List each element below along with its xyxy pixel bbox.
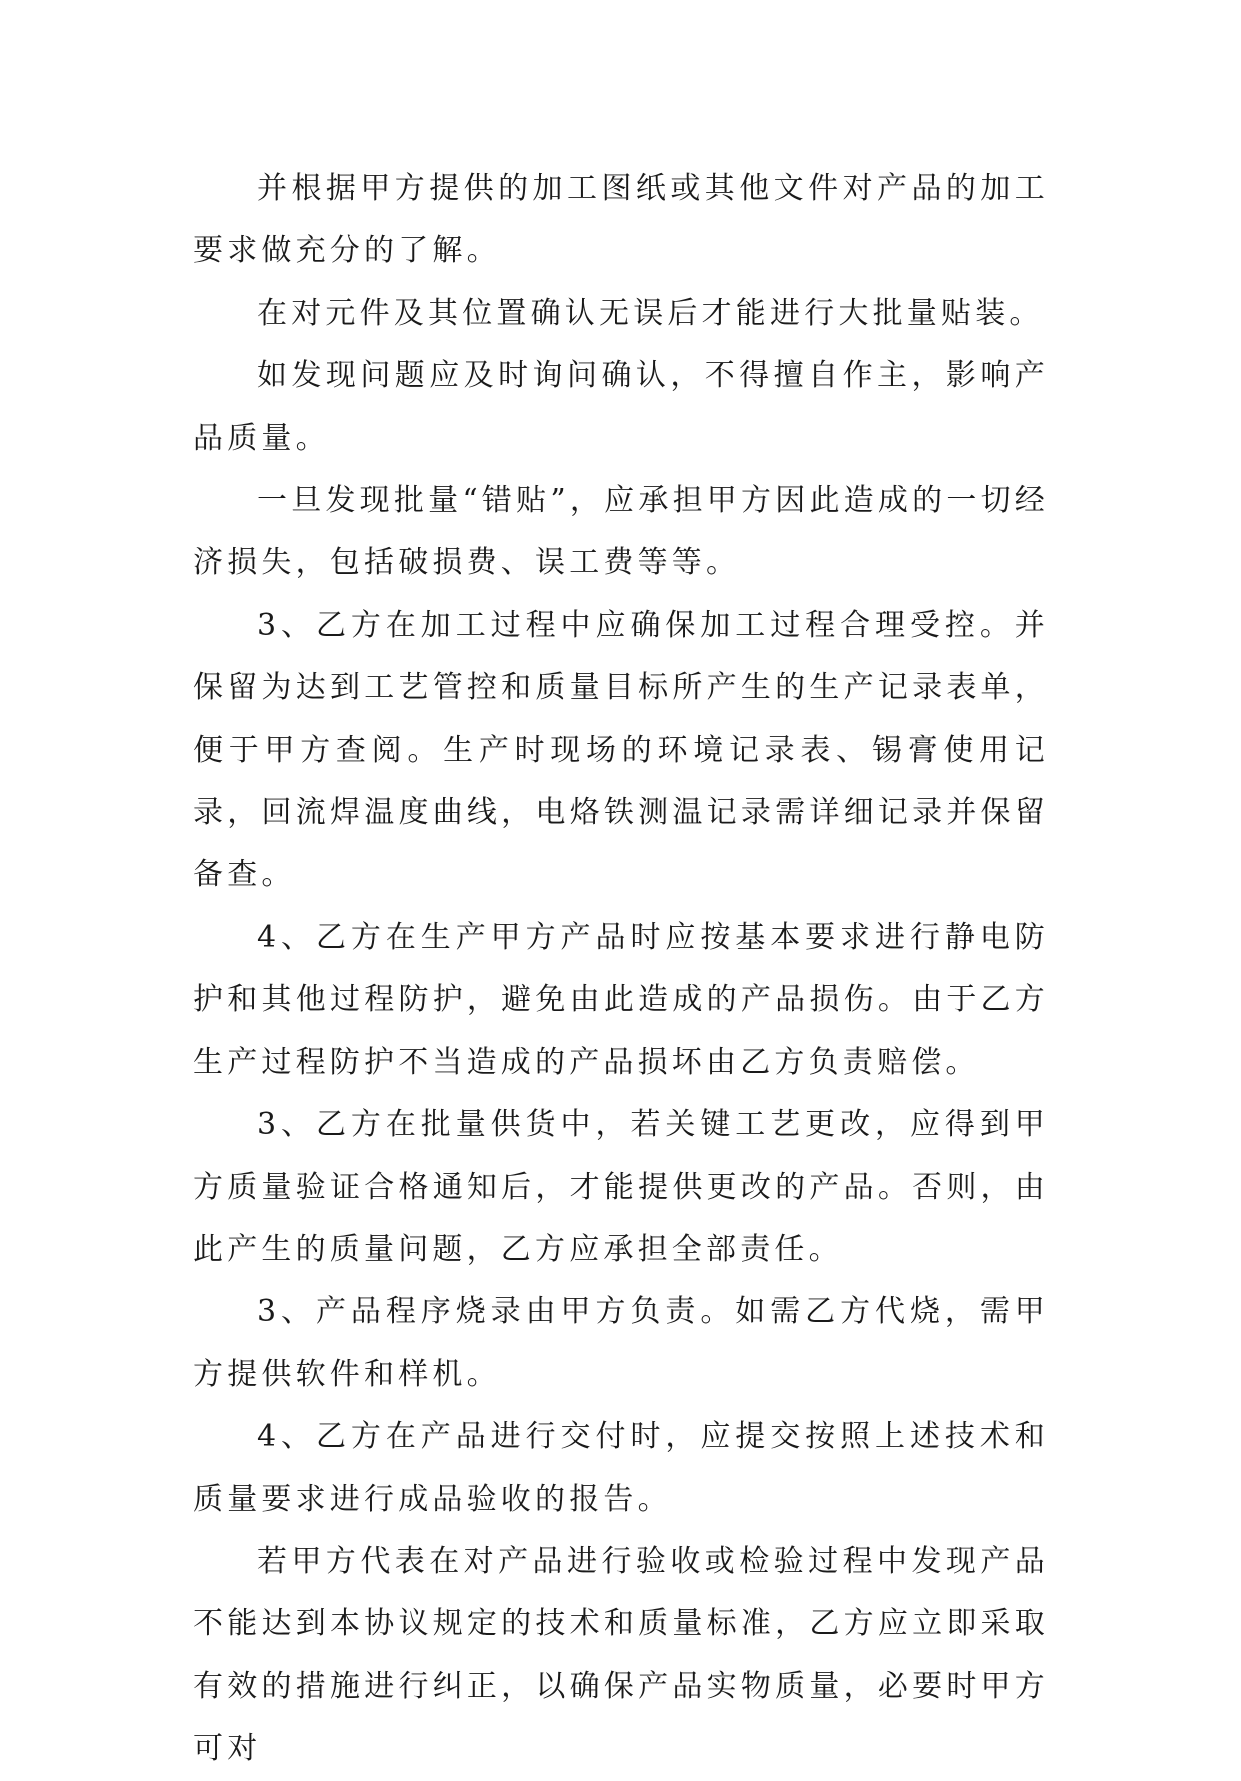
paragraph-3: 如发现问题应及时询问确认，不得擅自作主，影响产品质量。 [193, 358, 1049, 456]
paragraph-2: 在对元件及其位置确认无误后才能进行大批量贴装。 [257, 295, 1044, 331]
paragraph-7: 3、乙方在批量供货中，若关键工艺更改，应得到甲方质量验证合格通知后，才能提供更改的产品。否则，由此产生的质量问题，乙方应承担全部责任。 [193, 1107, 1049, 1267]
paragraph-4: 一旦发现批量“错贴”，应承担甲方因此造成的一切经济损失，包括破损费、误工费等等。 [193, 483, 1049, 581]
paragraph-8: 3、产品程序烧录由甲方负责。如需乙方代烧，需甲方提供软件和样机。 [193, 1294, 1049, 1392]
paragraph-5: 3、乙方在加工过程中应确保加工过程合理受控。并保留为达到工艺管控和质量目标所产生的生产记录表单，便于甲方查阅。生产时现场的环境记录表、锡膏使用记录，回流焊温度曲线，电烙铁测温记录需详细记录并保留备查。 [193, 607, 1049, 893]
paragraph-1: 并根据甲方提供的加工图纸或其他文件对产品的加工要求做充分的了解。 [193, 171, 1049, 269]
paragraph-6: 4、乙方在生产甲方产品时应按基本要求进行静电防护和其他过程防护，避免由此造成的产品损伤。由于乙方生产过程防护不当造成的产品损坏由乙方负责赔偿。 [193, 919, 1049, 1080]
document-body [193, 158, 1049, 1781]
paragraph-10: 若甲方代表在对产品进行验收或检验过程中发现产品不能达到本协议规定的技术和质量标准，乙方应立即采取有效的措施进行纠正，以确保产品实物质量，必要时甲方可对 [193, 1543, 1049, 1767]
paragraph-9: 4、乙方在产品进行交付时，应提交按照上述技术和质量要求进行成品验收的报告。 [193, 1419, 1049, 1517]
